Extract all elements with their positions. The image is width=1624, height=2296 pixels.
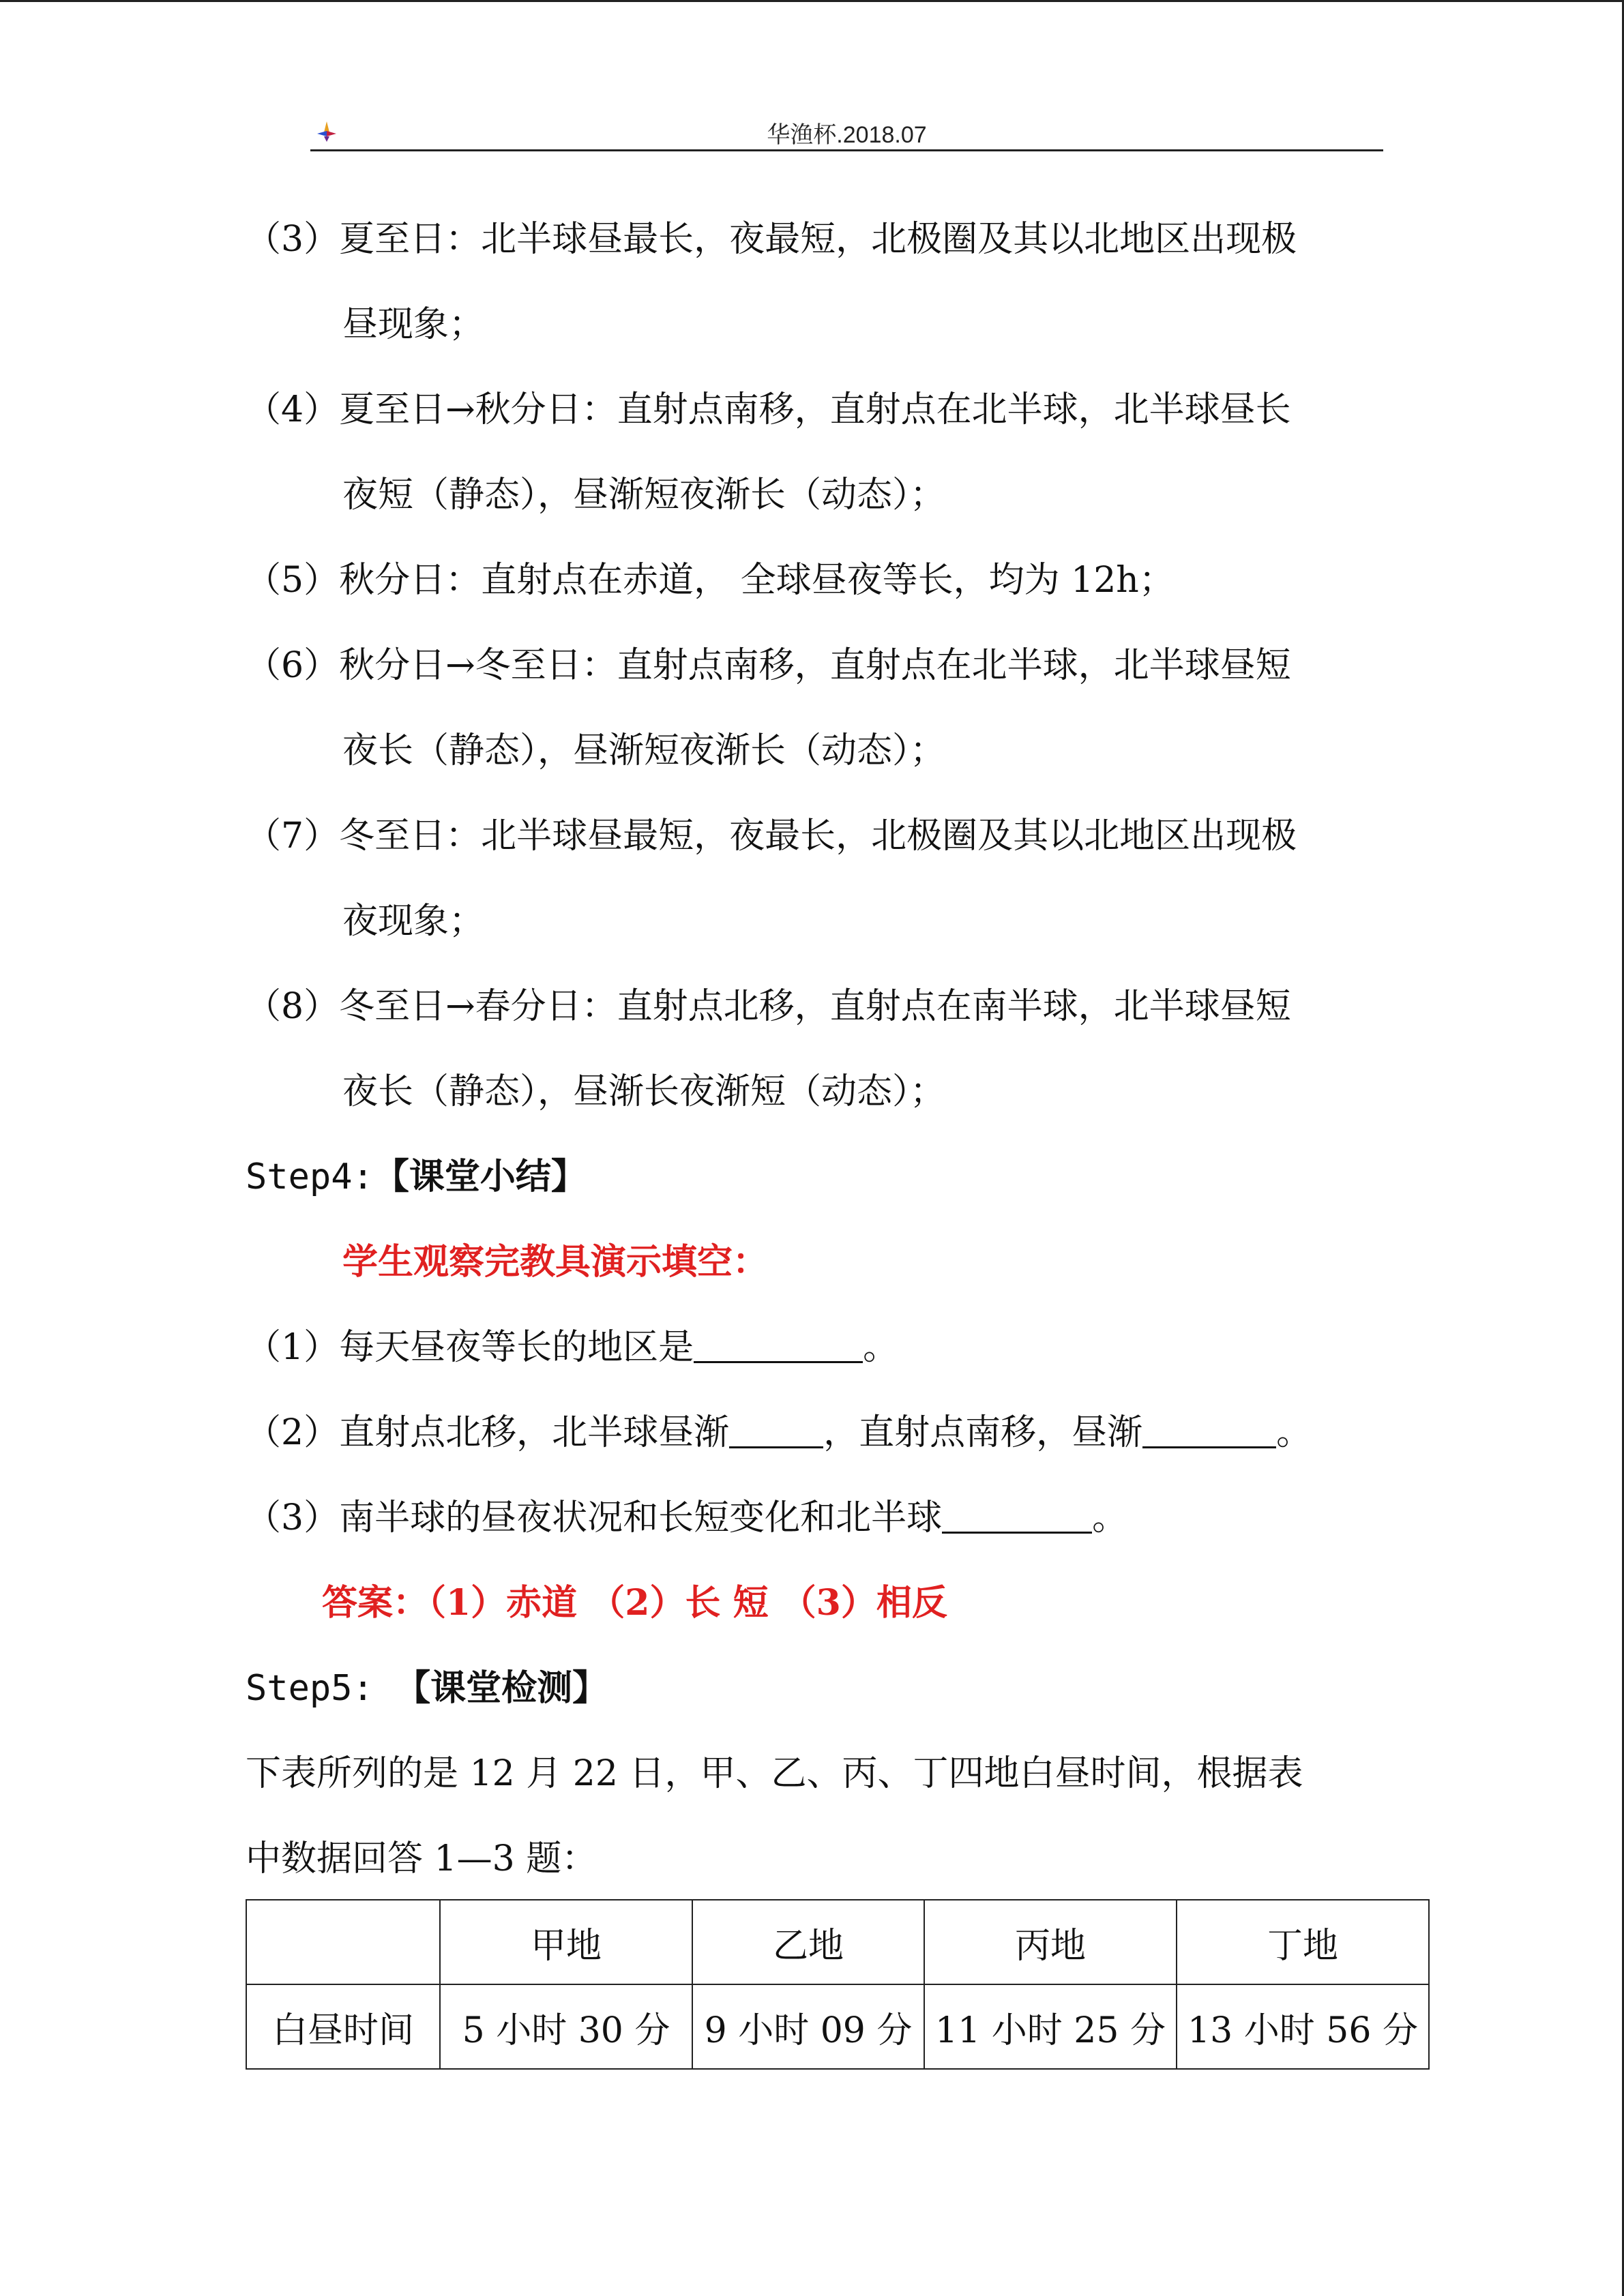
step5-title: 【课堂检测】 bbox=[395, 1667, 608, 1709]
table-row bbox=[246, 1984, 1429, 2069]
instruction-text: 学生观察完教具演示填空： bbox=[342, 1241, 769, 1283]
table-header-cell: 丁地 bbox=[1177, 1900, 1429, 1984]
question-1 bbox=[246, 1324, 898, 1371]
table-header-cell: 甲地 bbox=[440, 1900, 692, 1984]
page-frame-top bbox=[0, 0, 1624, 2]
list-item-8: （8）冬至日→春分日：直射点北移，直射点在南半球，北半球昼短 bbox=[246, 986, 1291, 1027]
list-item-3-continued: 昼现象； bbox=[342, 304, 485, 345]
question-3-text: （3）南半球的昼夜状况和长短变化和北半球 bbox=[246, 1497, 943, 1538]
question-3-blank[interactable] bbox=[942, 1497, 1092, 1534]
question-3 bbox=[246, 1494, 1127, 1542]
question-1-end: 。 bbox=[863, 1327, 899, 1368]
question-2-blank-1[interactable] bbox=[729, 1412, 823, 1448]
list-item-7-continued: 夜现象； bbox=[342, 901, 485, 942]
table-cell: 13 小时 56 分 bbox=[1177, 1984, 1429, 2069]
question-2-end: 。 bbox=[1276, 1412, 1312, 1453]
question-2 bbox=[246, 1409, 1312, 1457]
list-item-4: （4）夏至日→秋分日：直射点南移，直射点在北半球，北半球昼长 bbox=[246, 389, 1291, 430]
table-cell: 9 小时 09 分 bbox=[692, 1984, 924, 2069]
question-3-end: 。 bbox=[1092, 1497, 1128, 1538]
list-item-5: （5）秋分日：直射点在赤道， 全球昼夜等长，均为 12h； bbox=[246, 560, 1175, 601]
question-1-blank[interactable] bbox=[694, 1327, 863, 1363]
table-cell: 11 小时 25 分 bbox=[924, 1984, 1177, 2069]
intro-line-2: 中数据回答 1—3 题： bbox=[246, 1838, 597, 1879]
header-rule bbox=[310, 149, 1383, 151]
table-cell: 5 小时 30 分 bbox=[440, 1984, 692, 2069]
question-2-text: （2）直射点北移，北半球昼渐 bbox=[246, 1412, 730, 1453]
step4-heading bbox=[246, 1153, 587, 1201]
step4-title: 【课堂小结】 bbox=[373, 1156, 587, 1197]
list-item-6-continued: 夜长（静态），昼渐短夜渐长（动态）； bbox=[342, 730, 946, 771]
list-item-8-continued: 夜长（静态），昼渐长夜渐短（动态）； bbox=[342, 1071, 946, 1112]
list-item-6: （6）秋分日→冬至日：直射点南移，直射点在北半球，北半球昼短 bbox=[246, 645, 1291, 686]
question-2-blank-2[interactable] bbox=[1142, 1412, 1276, 1448]
step4-prefix: Step4: bbox=[246, 1157, 374, 1197]
table-header-row bbox=[246, 1900, 1429, 1984]
table-cell: 白昼时间 bbox=[246, 1984, 440, 2069]
table-header-cell: 乙地 bbox=[692, 1900, 924, 1984]
list-item-3: （3）夏至日：北半球昼最长，夜最短，北极圈及其以北地区出现极 bbox=[246, 219, 1297, 260]
answer-text: 答案：（1）赤道 （2）长 短 （3）相反 bbox=[322, 1582, 947, 1624]
daylight-table bbox=[246, 1899, 1430, 2070]
step5-heading bbox=[246, 1665, 608, 1712]
list-item-4-continued: 夜短（静态），昼渐短夜渐长（动态）； bbox=[342, 475, 946, 516]
question-2-middle: ，直射点南移，昼渐 bbox=[823, 1412, 1143, 1453]
list-item-7: （7）冬至日：北半球昼最短，夜最长，北极圈及其以北地区出现极 bbox=[246, 816, 1297, 856]
table-header-cell bbox=[246, 1900, 440, 1984]
header-text: 华渔杯.2018.07 bbox=[767, 122, 927, 148]
question-1-text: （1）每天昼夜等长的地区是 bbox=[246, 1327, 694, 1368]
page-header bbox=[310, 113, 1383, 151]
step5-prefix: Step5: bbox=[246, 1668, 396, 1709]
intro-line-1: 下表所列的是 12 月 22 日，甲、乙、丙、丁四地白昼时间，根据表 bbox=[246, 1753, 1303, 1794]
table-header-cell: 丙地 bbox=[924, 1900, 1177, 1984]
